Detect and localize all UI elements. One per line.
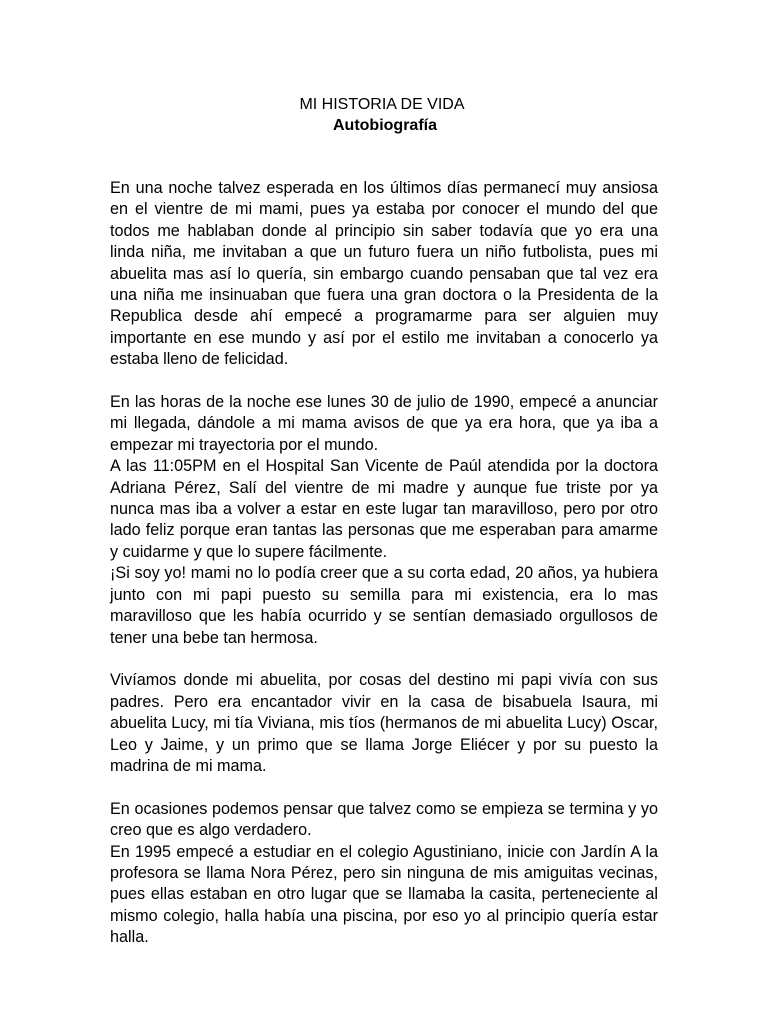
document-title: MI HISTORIA DE VIDA xyxy=(299,96,465,113)
paragraph-hospital-birth: A las 11:05PM en el Hospital San Vicente de Paúl atendida por la doctora Adriana Pérez, Salí del vientre de mi madre y aunque fue triste por ya nunca mas iba a volver a estar en este lugar tan maravilloso, pero por otro lado feliz porque eran tantas las personas que me esperaban para amarme y cuidarme y que lo supere fácilmente. xyxy=(110,457,658,561)
paragraph-family-home: Vivíamos donde mi abuelita, por cosas del destino mi papi vivía con sus padres. Pero era encantador vivir en la casa de bisabuela Isaura, mi abuelita Lucy, mi tía Viviana, mis tíos (hermanos de mi abuelita Lucy) Oscar, Leo y Jaime, y un primo que se llama Jorge Eliécer y por su puesto la madrina de mi mama. xyxy=(110,671,658,775)
paragraph-arrival-announcement: En las horas de la noche ese lunes 30 de julio de 1990, empecé a anunciar mi llegada, dándole a mi mama avisos de que ya era hora, que ya iba a empezar mi trayectoria por el mundo. xyxy=(110,393,658,454)
paragraph-birth-anticipation: En una noche talvez esperada en los últimos días permanecí muy ansiosa en el vientre de mi mami, pues ya estaba por conocer el mundo del que todos me hablaban donde al principio sin saber todavía que yo era una linda niña, me invitaban a que un futuro fuera un niño futbolista, pues mi abuelita mas así lo quería, sin embargo cuando pensaban que tal vez era una niña me insinuaban que fuera una gran doctora o la Presidenta de la Republica desde ahí empecé a programarme para ser alguien muy importante en ese mundo y así por el estilo me invitaban a conocerlo ya estaba lleno de felicidad. xyxy=(110,179,658,369)
paragraph-parents-joy: ¡Si soy yo! mami no lo podía creer que a su corta edad, 20 años, ya hubiera junto con mi papi puesto su semilla para mi existencia, era lo mas maravilloso que les había ocurrido y se sentían demasiado orgullosos de tener una bebe tan hermosa. xyxy=(110,564,658,647)
paragraph-school-start: En 1995 empecé a estudiar en el colegio Agustiniano, inicie con Jardín A la profesora se llama Nora Pérez, pero sin ninguna de mis amiguitas vecinas, pues ellas estaban en otro lugar que se llamaba la casita, perteneciente al mismo colegio, halla había una piscina, por eso yo al principio quería estar halla. xyxy=(110,842,658,947)
document-body xyxy=(110,178,658,949)
document-subtitle: Autobiografía xyxy=(333,117,437,134)
document-header xyxy=(0,94,768,136)
paragraph-reflection: En ocasiones podemos pensar que talvez como se empieza se termina y yo creo que es algo verdadero. xyxy=(110,799,658,840)
